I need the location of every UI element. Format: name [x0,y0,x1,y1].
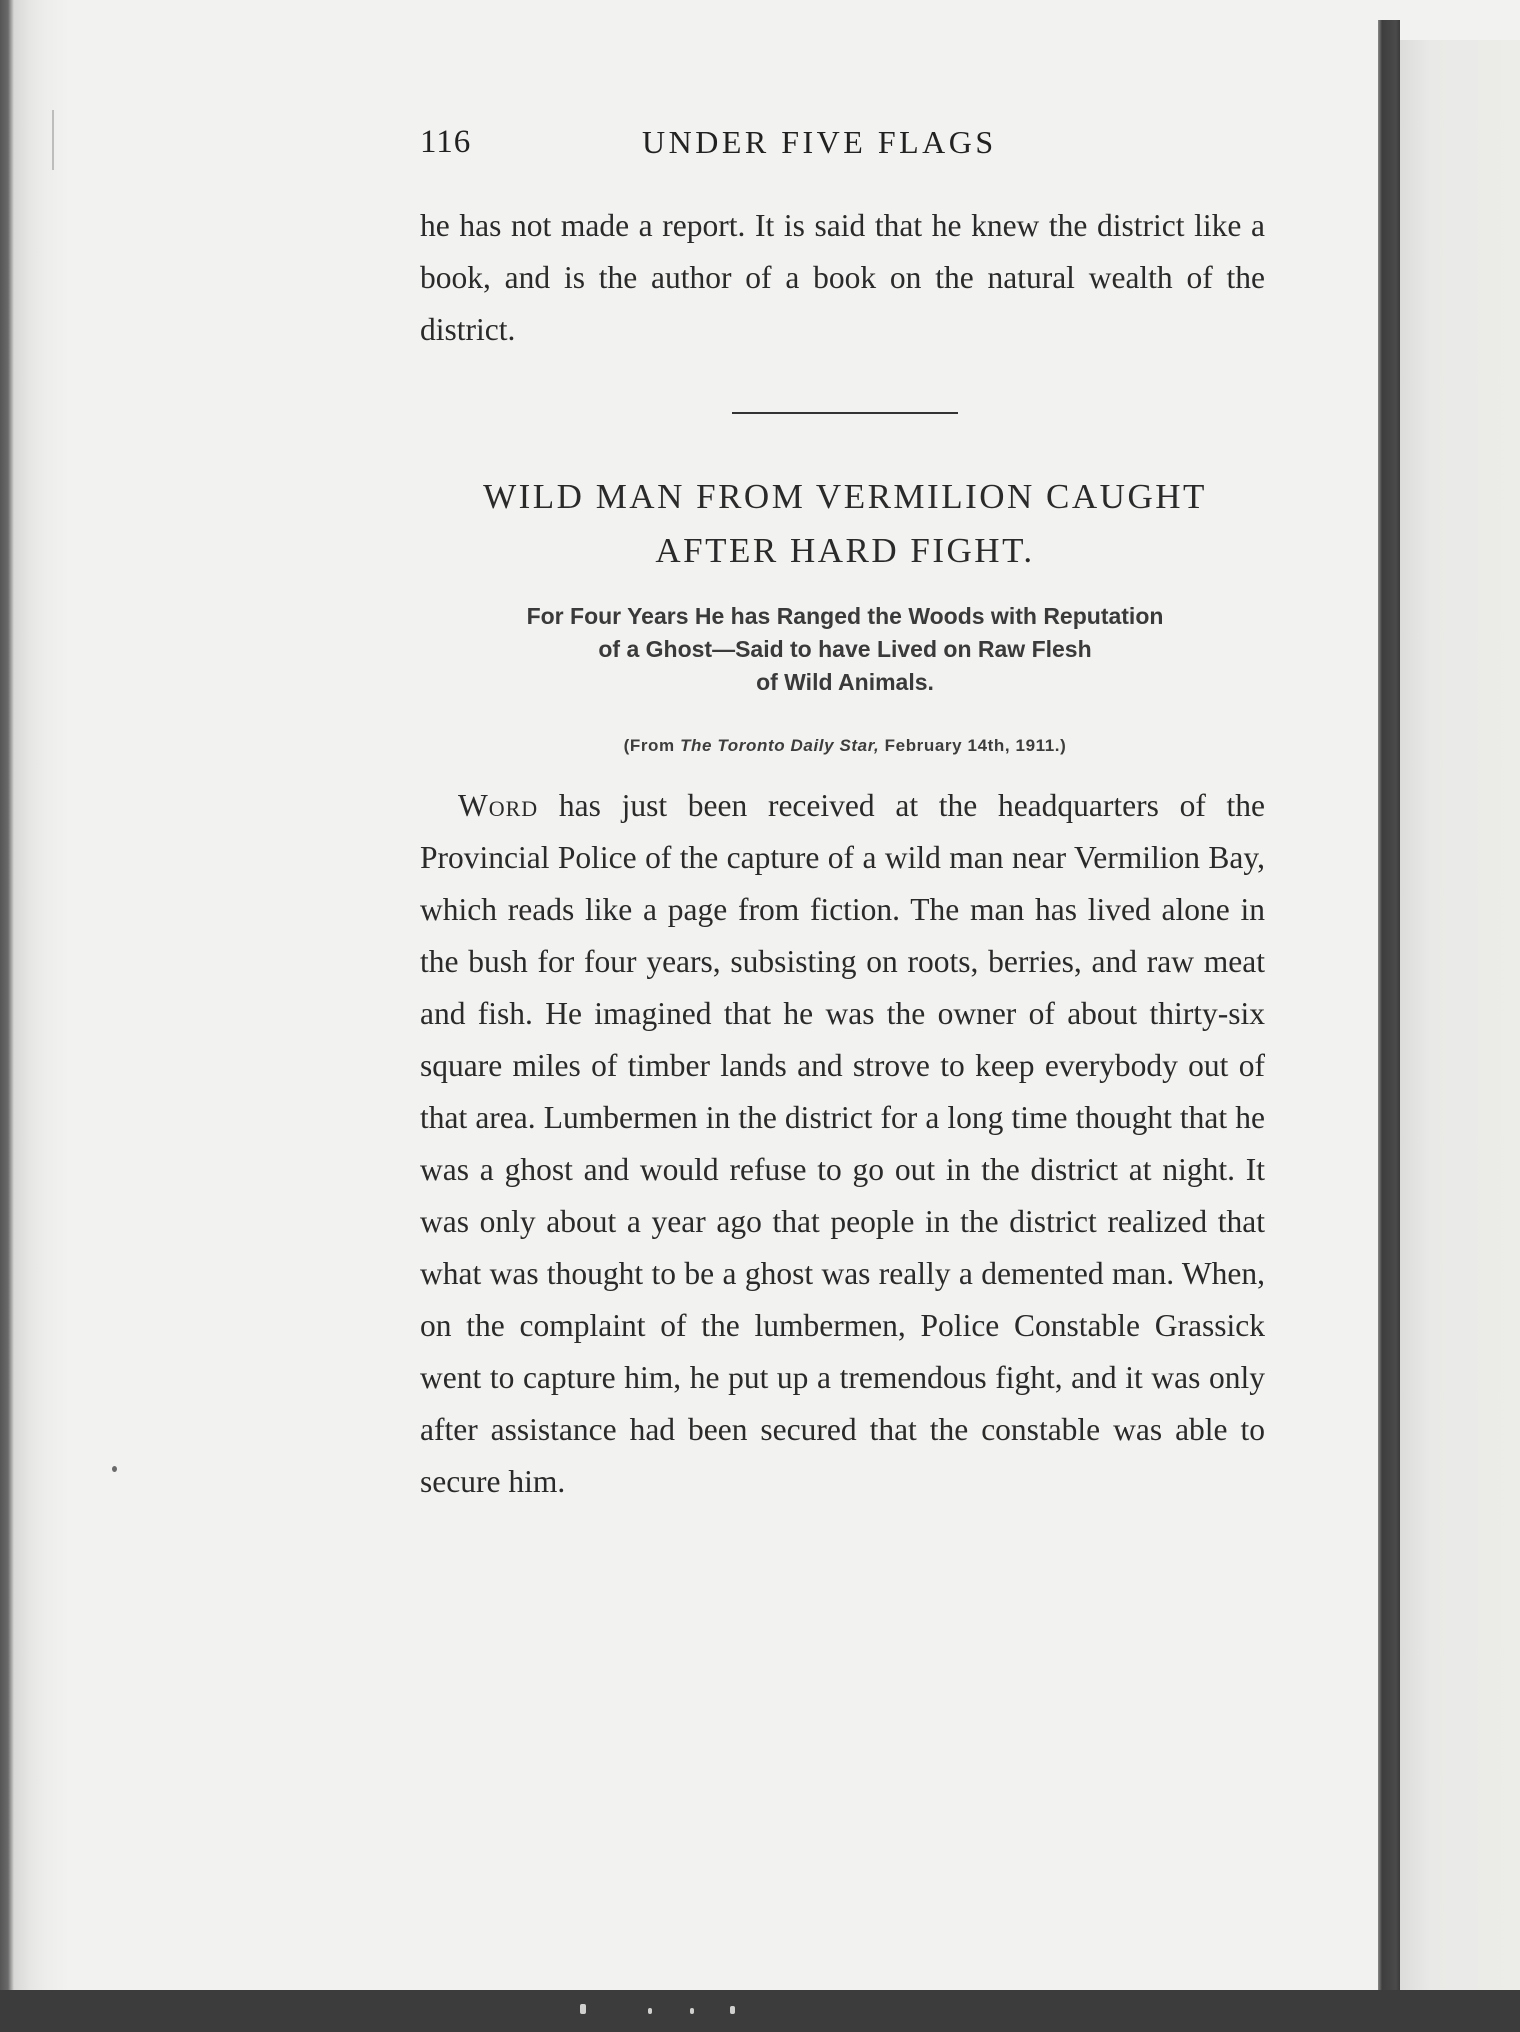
page-edge-mark [52,110,54,170]
book-gutter-edge [0,0,70,1990]
page-number: 116 [420,124,472,160]
section-divider [732,412,958,414]
source-prefix: (From [623,736,681,755]
newspaper-name: The Toronto Daily Star, [680,736,880,755]
source-date: February 14th, 1911.) [879,736,1067,755]
scanner-bottom-band [0,1990,1520,2032]
scan-artifact [730,2006,735,2014]
facing-page-edge [1400,40,1520,2000]
headline-line: WILD MAN FROM VERMILION CAUGHT [483,477,1207,516]
article-text: has just been received at the headquarters of the Provincial Police of the capture of a wild man near Vermilion Bay, which reads like a page from fiction. The man has lived alone in the bush for four years, subsisting on roots, berries, and raw meat and fish. He imagined that he was the owner of about thirty-six square miles of timber lands and strove to keep everybody out of that area. Lumbermen in the district for a long time thought that he was a ghost and would refuse to go out in the district at night. It was only about a year ago that people in the district realized that what was thought to be a ghost was really a demented man. When, on the complaint of the lumbermen, Police Constable Grassick went to capture him, he put up a tremendous fight, and it was only after assistance had been secured that the constable was able to secure him. [420,788,1265,1499]
article-paragraph [420,780,1265,1508]
subhead-line: For Four Years He has Ranged the Woods with Reputation [526,603,1164,629]
article-body [420,780,1265,1508]
scan-speck [112,1466,117,1472]
book-title-header: UNDER FIVE FLAGS [642,124,997,160]
running-head [420,124,1260,170]
scan-artifact [690,2008,694,2014]
continued-paragraph: he has not made a report. It is said that he knew the district like a book, and is the author of a book on the natural wealth of the district. [420,208,1265,347]
scan-artifact [580,2004,586,2014]
lead-word: Word [458,788,539,823]
article-source [420,734,1270,758]
headline-line: AFTER HARD FIGHT. [655,531,1035,570]
article-subheading [430,600,1260,699]
scan-artifact [648,2008,652,2014]
spine-shadow [1378,20,1400,2005]
article-headline [420,470,1270,578]
subhead-line: of Wild Animals. [756,669,934,695]
subhead-line: of a Ghost—Said to have Lived on Raw Flesh [598,636,1092,662]
